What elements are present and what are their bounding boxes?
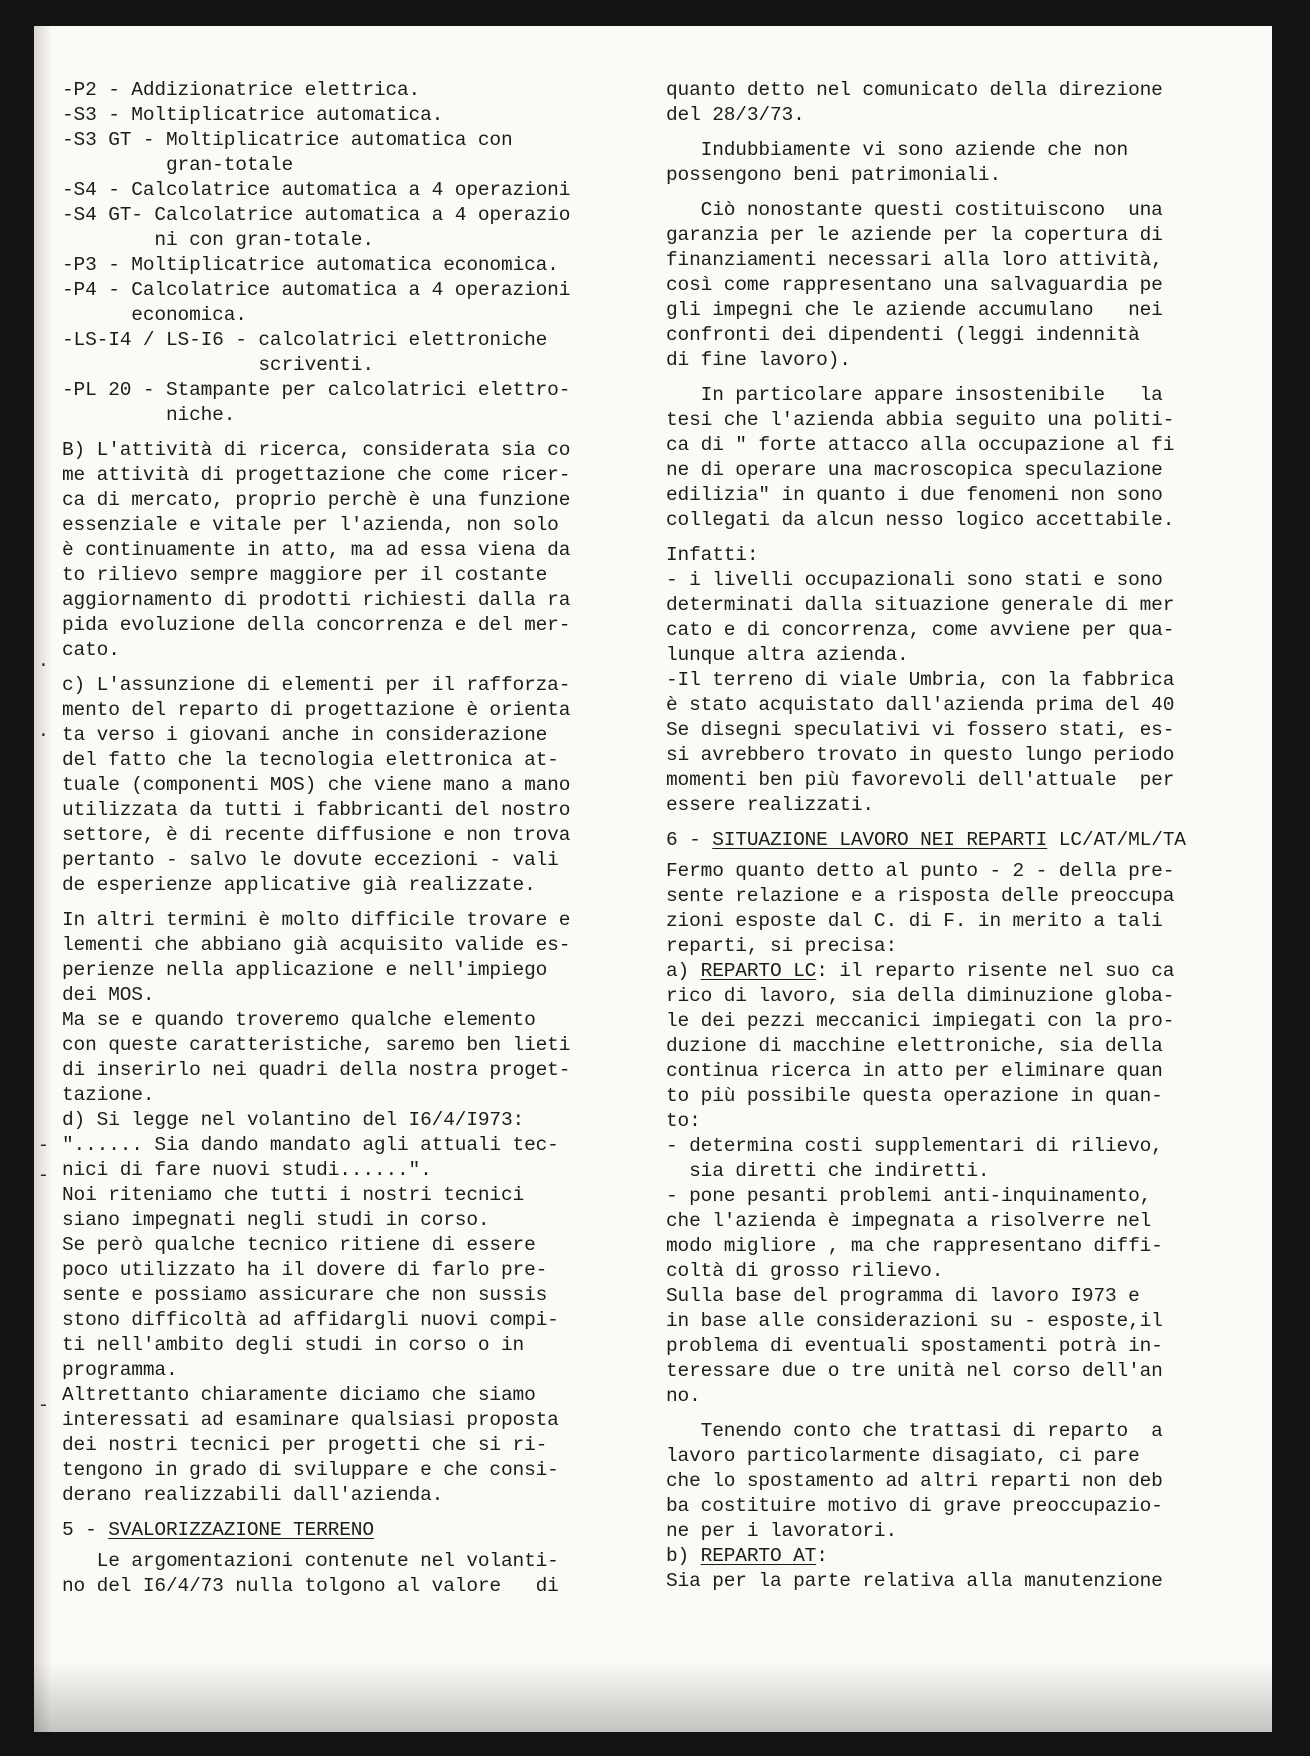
text-line: gli impegni che le aziende accumulano nei (666, 299, 1163, 321)
paragraph-infatti (666, 543, 1266, 818)
text-line: no del I6/4/73 nulla tolgono al valore di (62, 1575, 559, 1597)
text-line: c) L'assunzione di elementi per il rafforza- (62, 674, 571, 696)
margin-tick: · (38, 656, 49, 676)
text-line: B) L'attività di ricerca, considerata sia co (62, 439, 571, 461)
text-line: modo migliore , ma che rappresentano diffi- (666, 1235, 1163, 1257)
paragraph-c (62, 673, 652, 898)
section-5-title: SVALORIZZAZIONE TERRENO (108, 1519, 374, 1541)
section-6-heading (666, 828, 1266, 853)
text-line: di inserirlo nei quadri della nostra proget- (62, 1059, 571, 1081)
section-6-title: SITUAZIONE LAVORO NEI REPARTI (712, 829, 1048, 851)
text-line: -PL 20 - Stampante per calcolatrici elettro- (62, 379, 571, 401)
text-line: ba costituire motivo di grave preoccupazio- (666, 1495, 1163, 1517)
text-line: ta verso i giovani anche in considerazione (62, 724, 548, 746)
text-line: si avrebbero trovato in questo lungo periodo (666, 744, 1175, 766)
text-line: tuale (componenti MOS) che viene mano a mano (62, 774, 571, 796)
product-list (62, 78, 652, 428)
text-line: Le argomentazioni contenute nel volanti- (62, 1550, 559, 1572)
right-column (666, 78, 1266, 1594)
reparto-lc-rest: : il reparto risente nel suo ca (816, 960, 1175, 982)
text-line: Fermo quanto detto al punto - 2 - della pre- (666, 860, 1175, 882)
text-line: - i livelli occupazionali sono stati e sono (666, 569, 1163, 591)
text-line: pertanto - salvo le dovute eccezioni - vali (62, 849, 559, 871)
text-line: determinati dalla situazione generale di mer (666, 594, 1175, 616)
text-line: è continuamente in atto, ma ad essa viena da (62, 539, 571, 561)
text-line: sente e possiamo assicurare che non sussis (62, 1284, 548, 1306)
text-line: Se disegni speculativi vi fossero stati, es- (666, 719, 1175, 741)
document-page (34, 26, 1272, 1732)
section-5-number: 5 - (62, 1519, 109, 1541)
text-line: In altri termini è molto difficile trovare e (62, 909, 571, 931)
text-line: -S3 - Moltiplicatrice automatica. (62, 104, 444, 126)
text-line: rico di lavoro, sia della diminuzione globa- (666, 985, 1175, 1007)
text-line: del fatto che la tecnologia elettronica at- (62, 749, 559, 771)
text-line: teressare due o tre unità nel corso dell'an (666, 1360, 1163, 1382)
reparto-lc-title: REPARTO LC (700, 960, 817, 982)
text-line: continua ricerca in atto per eliminare quan (666, 1060, 1163, 1082)
text-line: Ma se e quando troveremo qualche elemento (62, 1009, 536, 1031)
text-line: -P2 - Addizionatrice elettrica. (62, 79, 421, 101)
text-line: cato. (62, 639, 120, 661)
text-line: pida evoluzione della concorrenza e del mer- (62, 614, 571, 636)
text-line: essere realizzati. (666, 794, 874, 816)
text-line: mento del reparto di progettazione è orienta (62, 699, 571, 721)
reparto-at-rest: : (816, 1545, 828, 1567)
text-line: utilizzata da tutti i fabbricanti del nostro (62, 799, 571, 821)
reparto-at-prefix: b) (666, 1545, 701, 1567)
text-line: poco utilizzato ha il dovere di farlo pre- (62, 1259, 548, 1281)
text-line: Altrettanto chiaramente diciamo che siamo (62, 1384, 536, 1406)
text-line: Tenendo conto che trattasi di reparto a (666, 1420, 1163, 1442)
text-line: con queste caratteristiche, saremo ben lieti (62, 1034, 571, 1056)
paragraph-top (666, 78, 1266, 128)
text-line: -Il terreno di viale Umbria, con la fabbrica (666, 669, 1175, 691)
text-line: edilizia" in quanto i due fenomeni non sono (666, 484, 1163, 506)
text-line: - determina costi supplementari di rilievo, (666, 1135, 1163, 1157)
text-line: interessati ad esaminare qualsiasi proposta (62, 1409, 559, 1431)
text-line: scriventi. (62, 354, 374, 376)
text-line: -S4 GT- Calcolatrice automatica a 4 operazio (62, 204, 571, 226)
text-line: finanziamenti necessari alla loro attività, (666, 249, 1163, 271)
text-line: le dei pezzi meccanici impiegati con la pro- (666, 1010, 1175, 1032)
text-line: lunque altra azienda. (666, 644, 909, 666)
section-6-suffix: LC/AT/ML/TA (1047, 829, 1186, 851)
text-line: tengono in grado di sviluppare e che consi- (62, 1459, 559, 1481)
text-line: quanto detto nel comunicato della direzione (666, 79, 1163, 101)
text-line: in base alle considerazioni su - esposte,il (666, 1310, 1163, 1332)
text-line: ne per i lavoratori. (666, 1520, 898, 1542)
left-column (62, 78, 652, 1599)
text-line: stono difficoltà ad affidargli nuovi compi- (62, 1309, 559, 1331)
text-line: del 28/3/73. (666, 104, 805, 126)
text-line: Se però qualche tecnico ritiene di essere (62, 1234, 536, 1256)
text-line: problema di eventuali spostamenti potrà in- (666, 1335, 1163, 1357)
text-line: In particolare appare insostenibile la (666, 384, 1163, 406)
text-line: lementi che abbiano già acquisito valide es- (62, 934, 571, 956)
text-line: economica. (62, 304, 247, 326)
text-line: Sulla base del programma di lavoro I973 e (666, 1285, 1140, 1307)
text-line: Noi riteniamo che tutti i nostri tecnici (62, 1184, 525, 1206)
text-line: siano impegnati negli studi in corso. (62, 1209, 490, 1231)
text-line: niche. (62, 404, 236, 426)
text-line: tesi che l'azienda abbia seguito una politi- (666, 409, 1175, 431)
paragraph-5 (62, 1549, 652, 1599)
text-line: -S3 GT - Moltiplicatrice automatica con (62, 129, 513, 151)
text-line: ne di operare una macroscopica speculazione (666, 459, 1163, 481)
text-line: ca di " forte attacco alla occupazione al fi (666, 434, 1175, 456)
text-line: così come rappresentano una salvaguardia pe (666, 274, 1163, 296)
text-line: di fine lavoro). (666, 349, 851, 371)
text-line: che l'azienda è impegnata a risolverre nel (666, 1210, 1152, 1232)
text-line: reparti, si precisa: (666, 935, 898, 957)
text-line: duzione di macchine elettroniche, sia della (666, 1035, 1163, 1057)
text-line: garanzia per le aziende per la copertura di (666, 224, 1163, 246)
text-line: gran-totale (62, 154, 294, 176)
text-line: Ciò nonostante questi costituiscono una (666, 199, 1163, 221)
text-line: -P3 - Moltiplicatrice automatica economica. (62, 254, 559, 276)
margin-tick: - (38, 1166, 49, 1186)
text-line: lavoro particolarmente disagiato, ci pare (666, 1445, 1140, 1467)
margin-tick: · (38, 726, 49, 746)
text-line: Infatti: (666, 544, 759, 566)
text-line: settore, è di recente diffusione e non trova (62, 824, 571, 846)
text-line: essenziale e vitale per l'azienda, non solo (62, 514, 559, 536)
text-line: to: (666, 1110, 701, 1132)
text-line: ni con gran-totale. (62, 229, 374, 251)
text-line: possengono beni patrimoniali. (666, 164, 1002, 186)
paragraph-other (62, 908, 652, 1508)
paragraph-6 (666, 859, 1266, 959)
section-5-heading (62, 1518, 652, 1543)
text-line: "...... Sia dando mandato agli attuali tec- (62, 1134, 559, 1156)
text-line: aggiornamento di prodotti richiesti dalla ra (62, 589, 571, 611)
margin-tick: - (38, 1136, 49, 1156)
text-line: nici di fare nuovi studi......". (62, 1159, 432, 1181)
text-line: cato e di concorrenza, come avviene per qua- (666, 619, 1175, 641)
paragraph-cio (666, 198, 1266, 373)
text-line: collegati da alcun nesso logico accettabile. (666, 509, 1175, 531)
reparto-at-heading (666, 1544, 1266, 1569)
text-line: de esperienze applicative già realizzate. (62, 874, 536, 896)
text-line: coltà di grosso rilievo. (666, 1260, 944, 1282)
text-line: confronti dei dipendenti (leggi indennità (666, 324, 1140, 346)
text-line: sente relazione e a risposta delle preoccupa (666, 885, 1175, 907)
text-line: dei MOS. (62, 984, 155, 1006)
text-line: to più possibile questa operazione in quan- (666, 1085, 1163, 1107)
text-line: me attività di progettazione che come ricer- (62, 464, 571, 486)
text-line: tazione. (62, 1084, 155, 1106)
text-line: ti nell'ambito degli studi in corso o in (62, 1334, 525, 1356)
text-line: che lo spostamento ad altri reparti non deb (666, 1470, 1163, 1492)
section-6-number: 6 - (666, 829, 713, 851)
text-line: no. (666, 1385, 701, 1407)
text-line: d) Si legge nel volantino del I6/4/I973: (62, 1109, 525, 1131)
text-line: perienze nella applicazione e nell'impiego (62, 959, 548, 981)
text-line: Sia per la parte relativa alla manutenzione (666, 1570, 1163, 1592)
text-line: ca di mercato, proprio perchè è una funzione (62, 489, 571, 511)
text-line: - pone pesanti problemi anti-inquinamento, (666, 1185, 1152, 1207)
text-line: zioni esposte dal C. di F. in merito a tali (666, 910, 1163, 932)
text-line: è stato acquistato dall'azienda prima del 40 (666, 694, 1175, 716)
margin-tick: - (38, 1396, 49, 1416)
scan-bottom-shadow (34, 1662, 1272, 1732)
text-line: to rilievo sempre maggiore per il costante (62, 564, 548, 586)
paragraph-particolare (666, 383, 1266, 533)
text-line: programma. (62, 1359, 178, 1381)
text-line: dei nostri tecnici per progetti che si ri- (62, 1434, 548, 1456)
text-line: Indubbiamente vi sono aziende che non (666, 139, 1129, 161)
reparto-lc-heading (666, 959, 1266, 984)
paragraph-tenendo (666, 1419, 1266, 1544)
text-line: sia diretti che indiretti. (666, 1160, 990, 1182)
paragraph-at (666, 1569, 1266, 1594)
paragraph-lc (666, 984, 1266, 1409)
reparto-at-title: REPARTO AT (700, 1545, 817, 1567)
reparto-lc-prefix: a) (666, 960, 701, 982)
text-line: momenti ben più favorevoli dell'attuale per (666, 769, 1175, 791)
paragraph-indubbiamente (666, 138, 1266, 188)
paragraph-b (62, 438, 652, 663)
text-line: -S4 - Calcolatrice automatica a 4 operazioni (62, 179, 571, 201)
text-line: -LS-I4 / LS-I6 - calcolatrici elettroniche (62, 329, 548, 351)
text-line: derano realizzabili dall'azienda. (62, 1484, 444, 1506)
text-line: -P4 - Calcolatrice automatica a 4 operazioni (62, 279, 571, 301)
